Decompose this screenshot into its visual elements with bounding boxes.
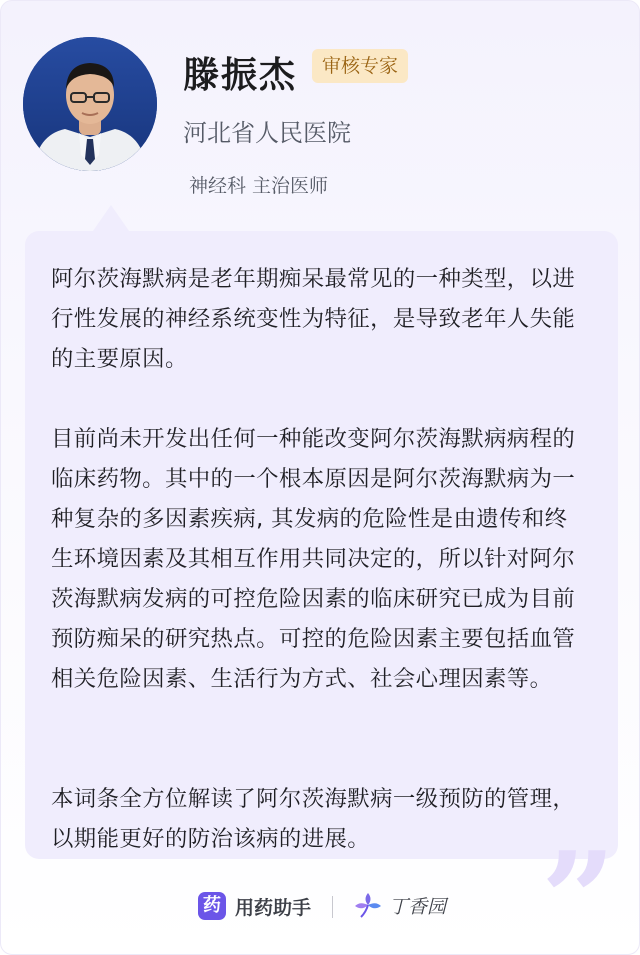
brand-dxy-label: 丁香园 — [389, 895, 447, 918]
brand-yongyao[interactable] — [198, 892, 311, 920]
doctor-name: 滕振杰 — [183, 55, 298, 96]
closing-quote-icon: ” — [541, 823, 616, 955]
doctor-portrait-icon — [23, 37, 157, 171]
yongyao-logo-icon: 药 — [198, 892, 226, 920]
doctor-avatar[interactable] — [23, 37, 157, 171]
footer-brands — [1, 884, 640, 930]
reviewer-badge: 审核专家 — [312, 49, 408, 83]
content-paragraph-2: 目前尚未开发出任何一种能改变阿尔茨海默病病程的临床药物。其中的一个根本原因是阿尔茨海默病为一种复杂的多因素疾病, 其发病的危险性是由遗传和终生环境因素及其相互作用共同决定的，所以针对阿尔茨海默病发病的可控危险因素的临床研究已成为目前预防痴呆的研究热点。可控的危险因素主要包括血管相关危险因素、生活行为方式、社会心理因素等。 — [51, 426, 576, 692]
bubble-pointer — [93, 205, 129, 231]
brand-yongyao-label: 用药助手 — [235, 896, 312, 919]
doctor-department: 神经科 主治医师 — [189, 175, 329, 197]
brand-dxy[interactable] — [353, 890, 446, 920]
doctor-hospital: 河北省人民医院 — [183, 119, 351, 147]
brand-divider — [332, 896, 333, 918]
dxy-lilac-icon — [353, 890, 383, 920]
content-paragraph-3: 本词条全方位解读了阿尔茨海默病一级预防的管理，以期能更好的防治该病的进展。 — [51, 786, 576, 852]
content-paragraph-1: 阿尔茨海默病是老年期痴呆最常见的一种类型，以进行性发展的神经系统变性为特征，是导致老年人失能的主要原因。 — [51, 266, 576, 372]
